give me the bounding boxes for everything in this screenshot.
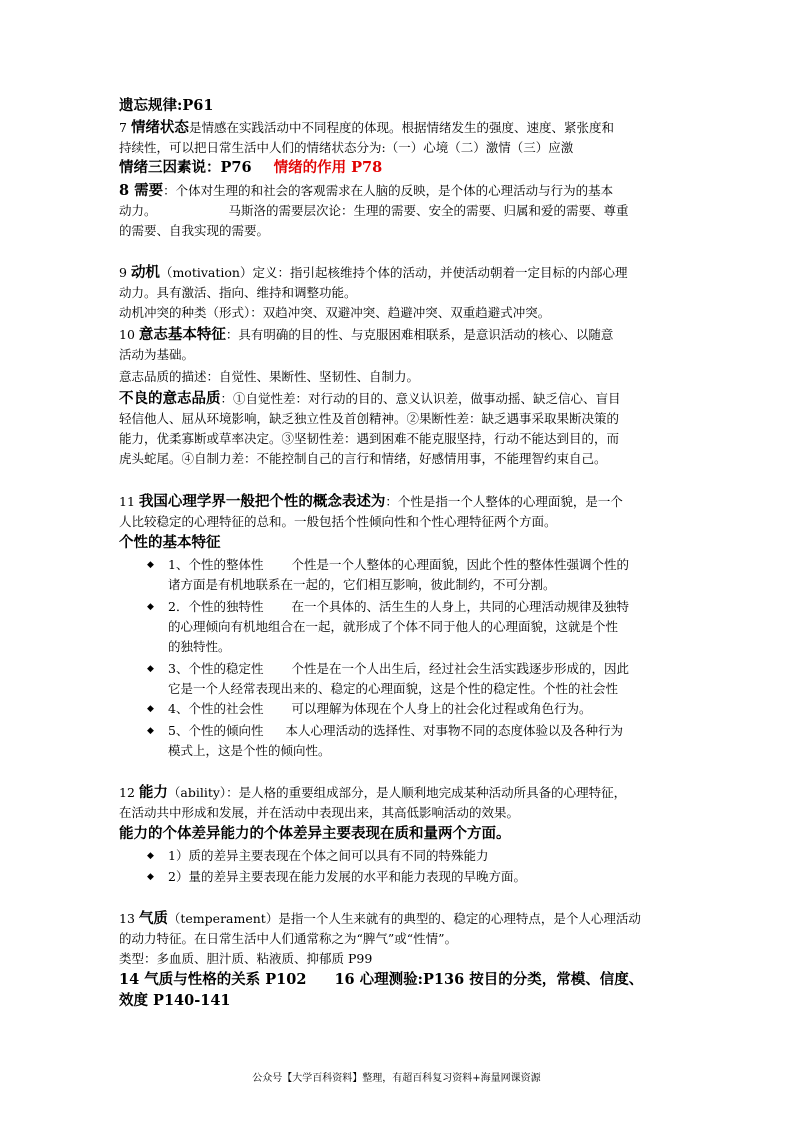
list-item-label: 3、个性的稳定性: [168, 661, 264, 676]
heading-personality-features: 个性的基本特征: [119, 534, 221, 551]
heading-forgetting-law: 遗忘规律:P61: [119, 97, 214, 114]
paragraph-need-line1: [119, 181, 679, 201]
paragraph-bad-will-line4: 虎头蛇尾。④自制力差：不能控制自己的言行和情绪，好感情用事，不能理智约束自己。: [119, 451, 607, 466]
list-item-tendency: [168, 721, 623, 741]
paragraph-text: ：个性是指一个人整体的心理面貌，是一个: [385, 494, 623, 509]
paragraph-text: ：具有明确的目的性、与克服困难相联系，是意识活动的核心、以随意: [225, 327, 614, 342]
bullet-icon: ◆: [147, 602, 154, 612]
item-number: 11: [119, 494, 139, 509]
list-item-text: 在一个具体的、活生生的人身上，共同的心理活动规律及独特: [291, 599, 629, 614]
paragraph-bad-will-line2: 轻信他人、屈从环境影响，缺乏独立性及首创精神。②果断性差：缺乏遇事采取果断决策的: [119, 411, 620, 426]
item-number: 7: [119, 120, 131, 135]
paragraph-temperament-types: 类型：多血质、胆汁质、粘液质、抑郁质 P99: [119, 951, 373, 966]
page-footer: 公众号【大学百科资料】整理，有超百科复习资料+海量网课资源: [252, 1073, 541, 1084]
item-number: 10: [119, 327, 139, 342]
paragraph-personality-line1: [119, 492, 679, 512]
paragraph-text: 马斯洛的需要层次论：生理的需要、安全的需要、归属和爱的需要、尊重: [228, 203, 629, 218]
list-item-label: 4、个性的社会性: [168, 701, 264, 716]
heading-emotion-three-factor: [119, 158, 679, 178]
term-bad-will-quality: 不良的意志品质: [119, 390, 221, 407]
list-item-uniqueness-line3: 的独特性。: [168, 639, 231, 654]
item-number: 9: [119, 265, 131, 280]
paragraph-text: （motivation）定义：指引起核维持个体的活动，并使活动朝着一定目标的内部心理: [159, 265, 628, 280]
heading-three-factor-text: 情绪三因素说：P76: [119, 159, 252, 176]
list-item-label: 2．个性的独特性: [168, 599, 264, 614]
paragraph-will-quality: 意志品质的描述：自觉性、果断性、坚韧性、自制力。: [119, 369, 420, 384]
paragraph-ability-line1: [119, 783, 679, 803]
heading-psych-test-text: 16 心理测验:P136 按目的分类，常模、信度、: [334, 971, 644, 988]
paragraph-text: ：个体对生理的和社会的客观需求在人脑的反映，是个体的心理活动与行为的基本: [163, 183, 614, 198]
list-item-text: 可以理解为体现在个人身上的社会化过程或角色行为。: [291, 701, 592, 716]
term-need: 8 需要: [119, 182, 164, 199]
paragraph-will-line2: 活动为基础。: [119, 347, 195, 362]
term-temperament: 气质: [138, 910, 168, 927]
bullet-icon: ◆: [147, 664, 154, 674]
paragraph-text: 动力。: [119, 203, 157, 218]
paragraph-motivation-conflict: 动机冲突的种类（形式）：双趋冲突、双避冲突、趋避冲突、双重趋避式冲突。: [119, 305, 551, 320]
paragraph-text: （ability）：是人格的重要组成部分，是人顺利地完成某种活动所具备的心理特征，: [167, 785, 627, 800]
heading-relation-text: 14 气质与性格的关系 P102: [119, 971, 307, 988]
list-item-quality-difference: 1）质的差异主要表现在个体之间可以具有不同的特殊能力: [168, 848, 489, 863]
list-item-uniqueness: [168, 597, 629, 617]
paragraph-will-line1: [119, 325, 679, 345]
term-personality-concept: 我国心理学界一般把个性的概念表述为: [138, 493, 386, 510]
term-will-features: 意志基本特征: [138, 326, 226, 343]
list-item-text: 个性是一个人整体的心理面貌，因此个性的整体性强调个性的: [291, 557, 629, 572]
list-item-label: 5、个性的倾向性: [168, 723, 264, 738]
paragraph-bad-will-line3: 能力，优柔寡断或草率决定。③坚韧性差：遇到困难不能克服坚持，行动不能达到目的，而: [119, 431, 620, 446]
bullet-icon: ◆: [147, 726, 154, 736]
bullet-icon: ◆: [147, 704, 154, 714]
list-item-quantity-difference: 2）量的差异主要表现在能力发展的水平和能力表现的早晚方面。: [168, 869, 526, 884]
list-item-text: 个性是在一个人出生后，经过社会生活实践逐步形成的，因此: [291, 661, 629, 676]
paragraph-motivation-line1: [119, 263, 679, 283]
heading-emotion-function-red: 情绪的作用 P78: [273, 159, 383, 176]
heading-ability-difference: 能力的个体差异能力的个体差异主要表现在质和量两个方面。: [119, 825, 511, 842]
list-item-label: 1、个性的整体性: [168, 557, 264, 572]
heading-temperament-personality: [119, 970, 679, 990]
paragraph-ability-line2: 在活动共中形成和发展，并在活动中表现出来，其高低影响活动的效果。: [119, 805, 520, 820]
bullet-icon: ◆: [147, 560, 154, 570]
paragraph-emotion-state-line1: [119, 118, 679, 138]
list-item-wholeness-line2: 诸方面是有机地联系在一起的，它们相互影响，彼此制约，不可分割。: [168, 577, 556, 592]
item-number: 13: [119, 911, 139, 926]
term-motivation: 动机: [130, 264, 160, 281]
paragraph-personality-line2: 人比较稳定的心理特征的总和。一般包括个性倾向性和个性心理特征两个方面。: [119, 514, 557, 529]
paragraph-text: （temperament）是指一个人生来就有的典型的、稳定的心理特点，是个人心理活动: [167, 911, 641, 926]
term-emotion-state: 情绪状态: [130, 119, 189, 136]
item-number: 12: [119, 785, 139, 800]
bullet-icon: ◆: [147, 851, 154, 861]
bullet-icon: ◆: [147, 872, 154, 882]
paragraph-emotion-state-line2: 持续性，可以把日常生活中人们的情绪状态分为:（一）心境（二）激情（三）应激: [119, 140, 574, 155]
paragraph-text: ：①自觉性差：对行动的目的、意义认识差，做事动摇、缺乏信心、盲目: [220, 391, 621, 406]
paragraph-temperament-line2: 的动力特征。在日常生活中人们通常称之为“脾气”或“性情”。: [119, 931, 458, 946]
paragraph-temperament-line1: [119, 909, 679, 929]
list-item-sociality: [168, 699, 591, 719]
paragraph-bad-will-line1: [119, 389, 679, 409]
paragraph-motivation-line2: 动力。具有激活、指向、维持和调整功能。: [119, 285, 357, 300]
list-item-stability: [168, 659, 629, 679]
paragraph-need-line3: 的需要、自我实现的需要。: [119, 223, 270, 238]
list-item-tendency-line2: 模式上，这是个性的倾向性。: [168, 743, 331, 758]
paragraph-need-line2: [119, 201, 679, 221]
term-ability: 能力: [138, 784, 168, 801]
list-item-wholeness: [168, 555, 629, 575]
list-item-stability-line2: 它是一个人经常表现出来的、稳定的心理面貌，这是个性的稳定性。个性的社会性: [168, 681, 619, 696]
list-item-uniqueness-line2: 的心理倾向有机地组合在一起，就形成了个体不同于他人的心理面貌，这就是个性: [168, 619, 619, 634]
list-item-text: 本人心理活动的选择性、对事物不同的态度体验以及各种行为: [285, 723, 623, 738]
paragraph-text: 是情感在实践活动中不同程度的体现。根据情绪发生的强度、速度、紧张度和: [188, 120, 614, 135]
heading-validity: 效度 P140-141: [119, 992, 231, 1009]
